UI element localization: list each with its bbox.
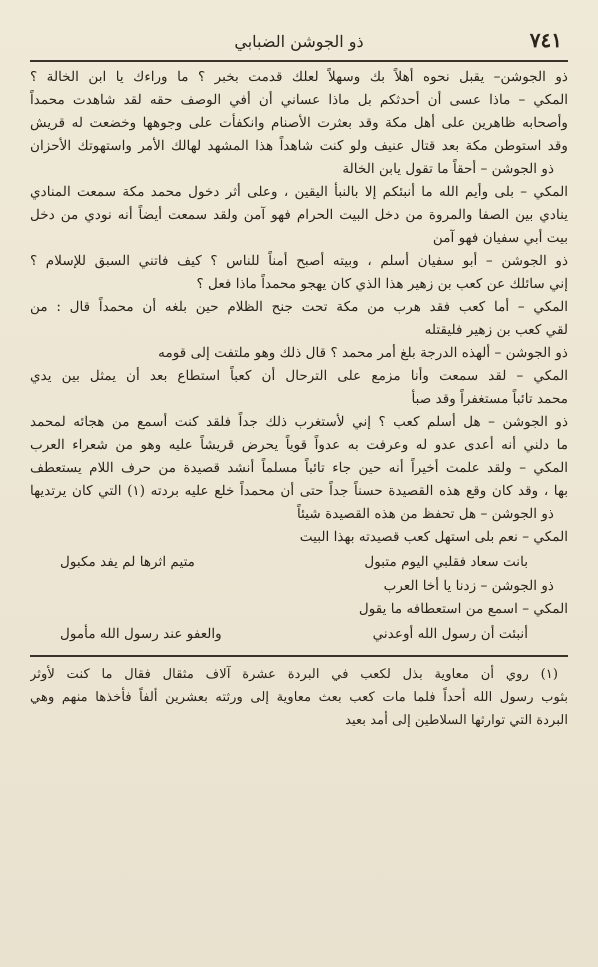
text-line: محمد تائباً مستغفراً وقد صبأ — [411, 391, 568, 407]
text-line: لقي كعب بن زهير فليقتله — [424, 322, 568, 338]
verse-first-hemistich: بانت سعاد فقلبي اليوم متبول — [364, 554, 528, 570]
text-line: وقد استوطن مكة بعد قتال عنيف ولو كنت شاهداً هذا المشهد لهالك الأمر واستهوتك الأحزان — [30, 138, 568, 154]
text-line: المكي – أما كعب فقد هرب من مكة تحت جنح الظلام حين بلغه أن محمداً قال : من — [30, 299, 568, 315]
text-line: ذو الجوشن – زدنا يا أخا العرب — [383, 578, 554, 594]
text-line: ذو الجوشن – أبو سفيان أسلم ، وبيته أصبح أمناً للناس ؟ كيف فاتني السبق للإسلام ؟ — [30, 253, 568, 269]
verse-second-hemistich: والعفو عند رسول الله مأمول — [60, 626, 222, 642]
footnote-line: (١) روي أن معاوية بذل لكعب في البردة عشرة آلاف مثقال فقال ما كنت لأوثر — [30, 667, 558, 682]
text-line: بها ، وقد كان وقع هذه القصيدة حسناً جداً حتى أن محمداً خلع عليه بردته (١) التي كان يرتديها — [30, 483, 568, 499]
text-line: المكي – بلى وأيم الله ما أنبئكم إلا بالنبأ اليقين ، وعلى أثر دخول محمد مكة سمعت المنادي — [30, 184, 568, 200]
text-line: ذو الجوشن – هل أسلم كعب ؟ إني لأستغرب ذلك جداً فلقد كنت أسمع من هجائه لمحمد — [30, 414, 568, 430]
text-line: ينادي بين الصفا والمروة من دخل البيت الحرام فهو آمن ولقد سمعت أيضاً أنه نودي من دخل — [30, 207, 568, 223]
poem-verse — [30, 621, 568, 647]
verse-second-hemistich: متيم اثرها لم يفد مكبول — [60, 554, 195, 570]
text-line: إني سائلك عن كعب بن زهير هذا الذي كان يهجو محمداً ماذا فعل ؟ — [196, 276, 568, 292]
footnotes — [30, 663, 568, 732]
footnote-line: البردة التي توارثها السلاطين إلى أمد بعيد — [345, 713, 568, 728]
text-line: بيت أبي سفيان فهو آمن — [432, 230, 568, 246]
main-text — [30, 66, 568, 647]
running-header — [30, 22, 568, 62]
footnote-line: بثوب رسول الله أحداً فلما مات كعب بعث معاوية إلى ورثته بعشرين ألفاً فأخذها منهم وهي — [30, 690, 568, 705]
text-line: ذو الجوشن – أحقاً ما تقول يابن الخالة — [342, 161, 554, 177]
text-line: المكي – نعم بلى استهل كعب قصيدته بهذا البيت — [299, 529, 568, 545]
footnote-divider — [30, 655, 568, 657]
verse-first-hemistich: أنبئت أن رسول الله أوعدني — [372, 626, 528, 642]
text-line: المكي – اسمع من استعطافه ما يقول — [358, 601, 568, 617]
text-line: المكي – ماذا عسى أن أحدثكم بل ماذا عساني أن أفي الوصف حقه لقد شاهدت محمداً — [30, 92, 568, 108]
text-line: المكي – لقد سمعت وأنا مزمع على الترحال أن كعباً استطاع بعد أن يمثل بين يدي — [30, 368, 568, 384]
text-line: ذو الجوشن– يقبل نحوه أهلاً بك وسهلاً لعلك قدمت بخبر ؟ ما وراءك يا ابن الخالة ؟ — [30, 69, 568, 85]
text-line: ذو الجوشن – هل تحفظ من هذه القصيدة شيئاً — [297, 506, 554, 522]
running-title: ذو الجوشن الضبابي — [234, 32, 364, 51]
text-line: المكي – ولقد علمت أخيراً أنه حين جاء تائباً مسلماً أنشد قصيدة من حرف اللام يستعطف — [30, 460, 568, 476]
text-line: ما دلني أنه أعدى عدو له وعرفت به عدواً قوياً يحرض قريشاً عليه وهو من شعراء العرب — [30, 437, 568, 453]
poem-verse — [30, 549, 568, 575]
text-line: ذو الجوشن – ألهذه الدرجة بلغ أمر محمد ؟ قال ذلك وهو ملتفت إلى قومه — [158, 345, 568, 361]
page-number: ٧٤١ — [529, 28, 562, 52]
text-line: وأصحابه ظاهرين على أهل مكة وقد بعثرت الأصنام وانكفأت على وجوهها وخضعت له قريش — [30, 115, 568, 131]
